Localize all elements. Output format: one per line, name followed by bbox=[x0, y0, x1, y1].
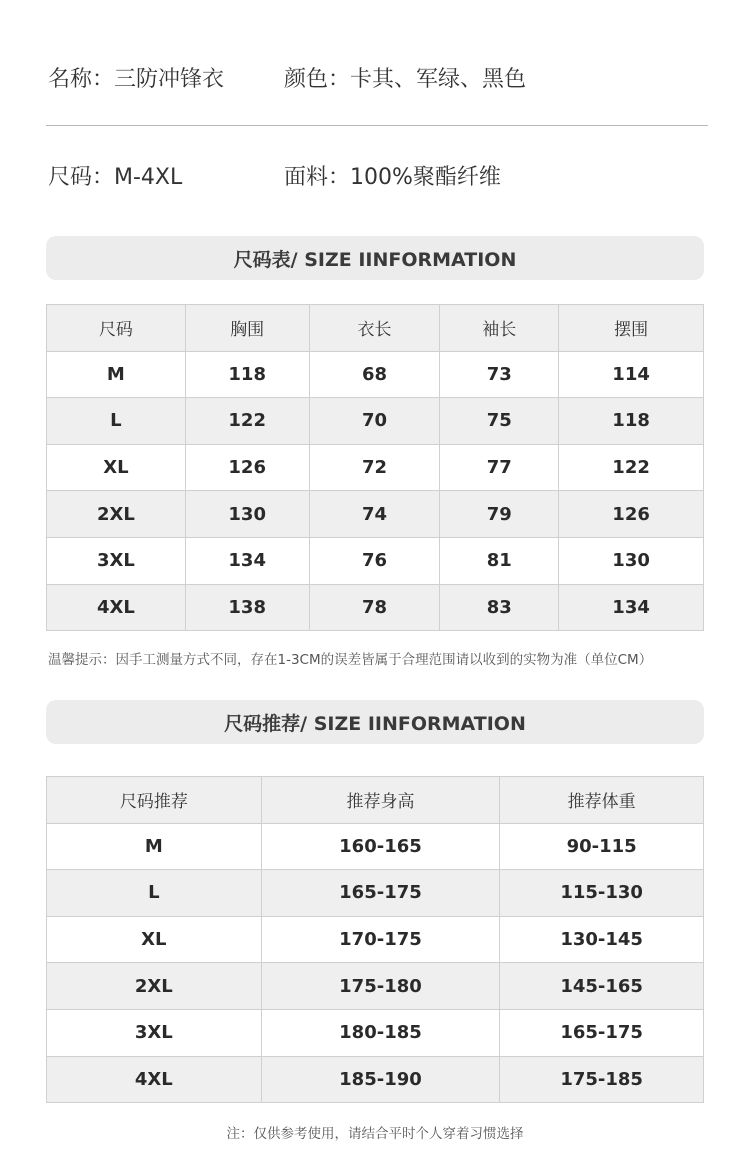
table-cell: 122 bbox=[185, 398, 309, 445]
product-size bbox=[48, 160, 182, 191]
table-cell: L bbox=[47, 870, 262, 917]
table-cell: 2XL bbox=[47, 963, 262, 1010]
table-cell: 134 bbox=[185, 537, 309, 584]
table-row bbox=[47, 963, 704, 1010]
table-row bbox=[47, 444, 704, 491]
color-label: 颜色： bbox=[284, 67, 351, 92]
table-cell: 76 bbox=[309, 537, 440, 584]
table-row bbox=[47, 870, 704, 917]
table-cell: 160-165 bbox=[261, 823, 500, 870]
table-row bbox=[47, 584, 704, 631]
table-cell: 3XL bbox=[47, 1009, 262, 1056]
table-cell: 77 bbox=[440, 444, 559, 491]
table-cell: 81 bbox=[440, 537, 559, 584]
table-cell: 118 bbox=[185, 351, 309, 398]
table-cell: 130-145 bbox=[500, 916, 704, 963]
table-cell: 175-180 bbox=[261, 963, 500, 1010]
recommend-note: 注：仅供参考使用，请结合平时个人穿着习惯选择 bbox=[226, 1126, 524, 1142]
table-cell: 138 bbox=[185, 584, 309, 631]
fabric-label: 面料： bbox=[284, 165, 351, 190]
table-cell: 134 bbox=[559, 584, 704, 631]
size-label: 尺码： bbox=[48, 165, 115, 190]
table-cell: 126 bbox=[559, 491, 704, 538]
table-cell: 4XL bbox=[47, 584, 186, 631]
table-cell: 175-185 bbox=[500, 1056, 704, 1103]
recommend-banner bbox=[46, 700, 704, 744]
header-cell: 推荐身高 bbox=[261, 777, 500, 824]
size-value: M-4XL bbox=[114, 165, 183, 190]
table-cell: XL bbox=[47, 916, 262, 963]
product-fabric bbox=[284, 160, 501, 191]
table-cell: 185-190 bbox=[261, 1056, 500, 1103]
header-cell: 衣长 bbox=[309, 305, 440, 352]
table-cell: 122 bbox=[559, 444, 704, 491]
table-cell: 78 bbox=[309, 584, 440, 631]
table-row bbox=[47, 491, 704, 538]
table-cell: 75 bbox=[440, 398, 559, 445]
table-header-row bbox=[47, 777, 704, 824]
table-cell: 72 bbox=[309, 444, 440, 491]
header-cell: 推荐体重 bbox=[500, 777, 704, 824]
table-cell: M bbox=[47, 823, 262, 870]
table-cell: 126 bbox=[185, 444, 309, 491]
table-row bbox=[47, 351, 704, 398]
table-cell: 180-185 bbox=[261, 1009, 500, 1056]
table-cell: 165-175 bbox=[261, 870, 500, 917]
table-cell: 130 bbox=[185, 491, 309, 538]
table-cell: 165-175 bbox=[500, 1009, 704, 1056]
table-cell: 83 bbox=[440, 584, 559, 631]
fabric-value: 100%聚酯纤维 bbox=[350, 165, 501, 190]
size-chart-title: 尺码表/ SIZE IINFORMATION bbox=[233, 248, 517, 271]
table-row bbox=[47, 537, 704, 584]
table-header-row bbox=[47, 305, 704, 352]
table-cell: L bbox=[47, 398, 186, 445]
size-chart-table bbox=[46, 304, 704, 631]
name-label: 名称： bbox=[48, 67, 115, 92]
product-name bbox=[48, 62, 224, 93]
header-cell: 袖长 bbox=[440, 305, 559, 352]
table-cell: 74 bbox=[309, 491, 440, 538]
table-cell: 114 bbox=[559, 351, 704, 398]
recommend-table bbox=[46, 776, 704, 1103]
size-chart-note: 温馨提示：因手工测量方式不同，存在1-3CM的误差皆属于合理范围请以收到的实物为准（单位CM） bbox=[48, 652, 653, 668]
header-cell: 摆围 bbox=[559, 305, 704, 352]
table-cell: 130 bbox=[559, 537, 704, 584]
table-cell: XL bbox=[47, 444, 186, 491]
table-row bbox=[47, 916, 704, 963]
table-cell: 115-130 bbox=[500, 870, 704, 917]
table-row bbox=[47, 1009, 704, 1056]
table-cell: M bbox=[47, 351, 186, 398]
table-cell: 2XL bbox=[47, 491, 186, 538]
color-value: 卡其、军绿、黑色 bbox=[350, 67, 527, 92]
header-cell: 尺码推荐 bbox=[47, 777, 262, 824]
table-cell: 4XL bbox=[47, 1056, 262, 1103]
table-cell: 145-165 bbox=[500, 963, 704, 1010]
table-cell: 68 bbox=[309, 351, 440, 398]
table-cell: 79 bbox=[440, 491, 559, 538]
table-cell: 70 bbox=[309, 398, 440, 445]
table-cell: 90-115 bbox=[500, 823, 704, 870]
divider bbox=[46, 125, 708, 126]
recommend-title: 尺码推荐/ SIZE IINFORMATION bbox=[224, 712, 526, 735]
table-cell: 118 bbox=[559, 398, 704, 445]
table-cell: 73 bbox=[440, 351, 559, 398]
header-cell: 胸围 bbox=[185, 305, 309, 352]
table-row bbox=[47, 823, 704, 870]
name-value: 三防冲锋衣 bbox=[114, 67, 225, 92]
table-row bbox=[47, 1056, 704, 1103]
table-row bbox=[47, 398, 704, 445]
product-color bbox=[284, 62, 526, 93]
header-cell: 尺码 bbox=[47, 305, 186, 352]
table-cell: 170-175 bbox=[261, 916, 500, 963]
size-chart-banner bbox=[46, 236, 704, 280]
table-cell: 3XL bbox=[47, 537, 186, 584]
